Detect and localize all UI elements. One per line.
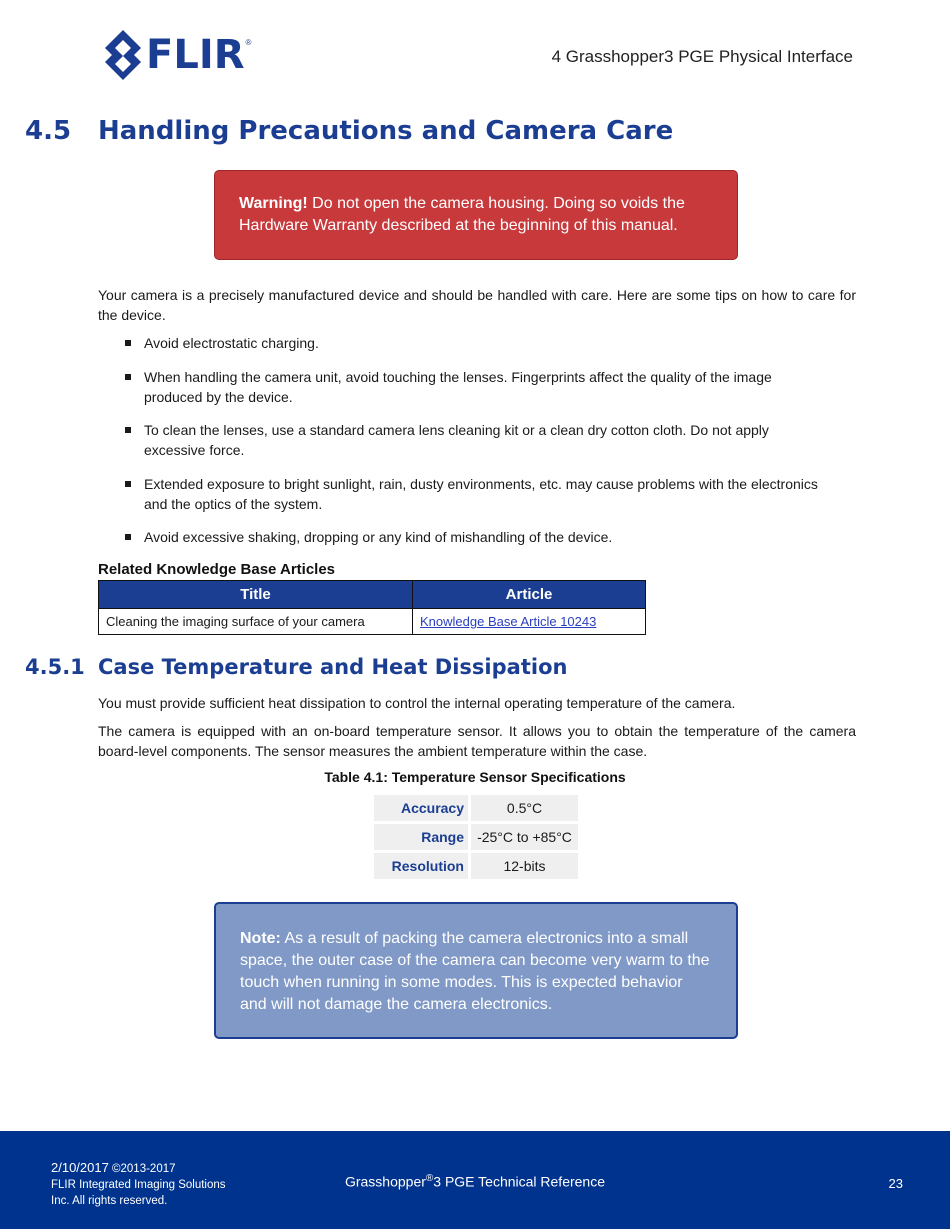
kb-table: [98, 580, 646, 635]
bullet-square-icon: [125, 534, 131, 540]
footer-copyright: ©2013-2017: [112, 1163, 176, 1175]
list-item: [125, 527, 825, 547]
spec-value: 12-bits: [471, 853, 578, 879]
subsection-title: Case Temperature and Heat Dissipation: [98, 655, 568, 679]
table-row: [374, 795, 578, 821]
list-item-text: Avoid electrostatic charging.: [144, 335, 319, 351]
list-item: [125, 367, 825, 407]
spec-table-caption: Table 4.1: Temperature Sensor Specifications: [324, 769, 626, 785]
page-number: 23: [888, 1176, 903, 1191]
spec-label: Resolution: [374, 853, 468, 879]
list-item: [125, 333, 825, 353]
care-tips-list: [125, 333, 825, 561]
table-row: [99, 609, 646, 635]
intro-paragraph: Your camera is a precisely manufactured device and should be handled with care. Here are some tips on how to care for the device.: [98, 287, 856, 323]
bullet-square-icon: [125, 340, 131, 346]
kb-row-title: Cleaning the imaging surface of your camera: [99, 609, 413, 635]
page-footer: [0, 1131, 950, 1229]
bullet-square-icon: [125, 427, 131, 433]
list-item: [125, 474, 825, 514]
kb-row-article-cell: [413, 609, 646, 635]
running-head: 4 Grasshopper3 PGE Physical Interface: [551, 47, 853, 66]
note-callout: [214, 902, 738, 1039]
column-header-title: Title: [99, 581, 413, 609]
dissipation-paragraph: You must provide sufficient heat dissipation to control the internal operating temperature of the camera.: [98, 695, 736, 711]
kb-article-link[interactable]: Knowledge Base Article 10243: [420, 614, 597, 629]
footer-date: 2/10/2017: [51, 1160, 109, 1175]
footer-doc-reg: ®: [425, 1173, 434, 1184]
list-item-text: Extended exposure to bright sunlight, rain, dusty environments, etc. may cause problems with the electronics and the optics of the system.: [144, 475, 818, 512]
subsection-number: 4.5.1: [25, 655, 85, 679]
table-row: [374, 824, 578, 850]
table-header-row: [99, 581, 646, 609]
list-item: [125, 420, 825, 460]
warning-callout: [214, 170, 738, 260]
logo-text: FLIR: [146, 32, 245, 78]
section-title: Handling Precautions and Camera Care: [98, 116, 674, 146]
footer-doc-title: [0, 1173, 950, 1190]
section-number: 4.5: [25, 116, 72, 146]
table-row: [374, 853, 578, 879]
note-lead: Note:: [240, 930, 281, 947]
spec-label: Accuracy: [374, 795, 468, 821]
list-item-text: Avoid excessive shaking, dropping or any kind of mishandling of the device.: [144, 529, 613, 545]
footer-doc-rest: 3 PGE Technical Reference: [433, 1173, 606, 1190]
spec-value: 0.5°C: [471, 795, 578, 821]
list-item-text: To clean the lenses, use a standard camera lens cleaning kit or a clean dry cotton cloth. Do not apply excessive force.: [144, 422, 769, 458]
logo-registered-mark: ®: [245, 38, 252, 47]
footer-company: FLIR Integrated Imaging Solutions Inc. All rights reserved.: [51, 1179, 226, 1207]
flir-logo: [104, 28, 251, 82]
warning-text: Do not open the camera housing. Doing so voids the Hardware Warranty described at the beginning of this manual.: [239, 195, 685, 234]
list-item-text: When handling the camera unit, avoid touching the lenses. Fingerprints affect the quality of the image produced by the device.: [144, 368, 772, 405]
spec-label: Range: [374, 824, 468, 850]
kb-heading: Related Knowledge Base Articles: [98, 561, 336, 578]
warning-lead: Warning!: [239, 195, 308, 212]
column-header-article: Article: [413, 581, 646, 609]
flir-diamond-icon: [104, 29, 142, 81]
sensor-paragraph: The camera is equipped with an on-board temperature sensor. It allows you to obtain the temperature of the camera board-level components. The sensor measures the ambient temperature within the case.: [98, 723, 856, 759]
bullet-square-icon: [125, 481, 131, 487]
note-text: As a result of packing the camera electronics into a small space, the outer case of the camera can become very warm to the touch when running in some modes. This is expected behavior and will not damage the camera electronics.: [240, 930, 710, 1013]
spec-value: -25°C to +85°C: [471, 824, 578, 850]
footer-doc-name: Grasshopper: [344, 1173, 426, 1190]
bullet-square-icon: [125, 374, 131, 380]
